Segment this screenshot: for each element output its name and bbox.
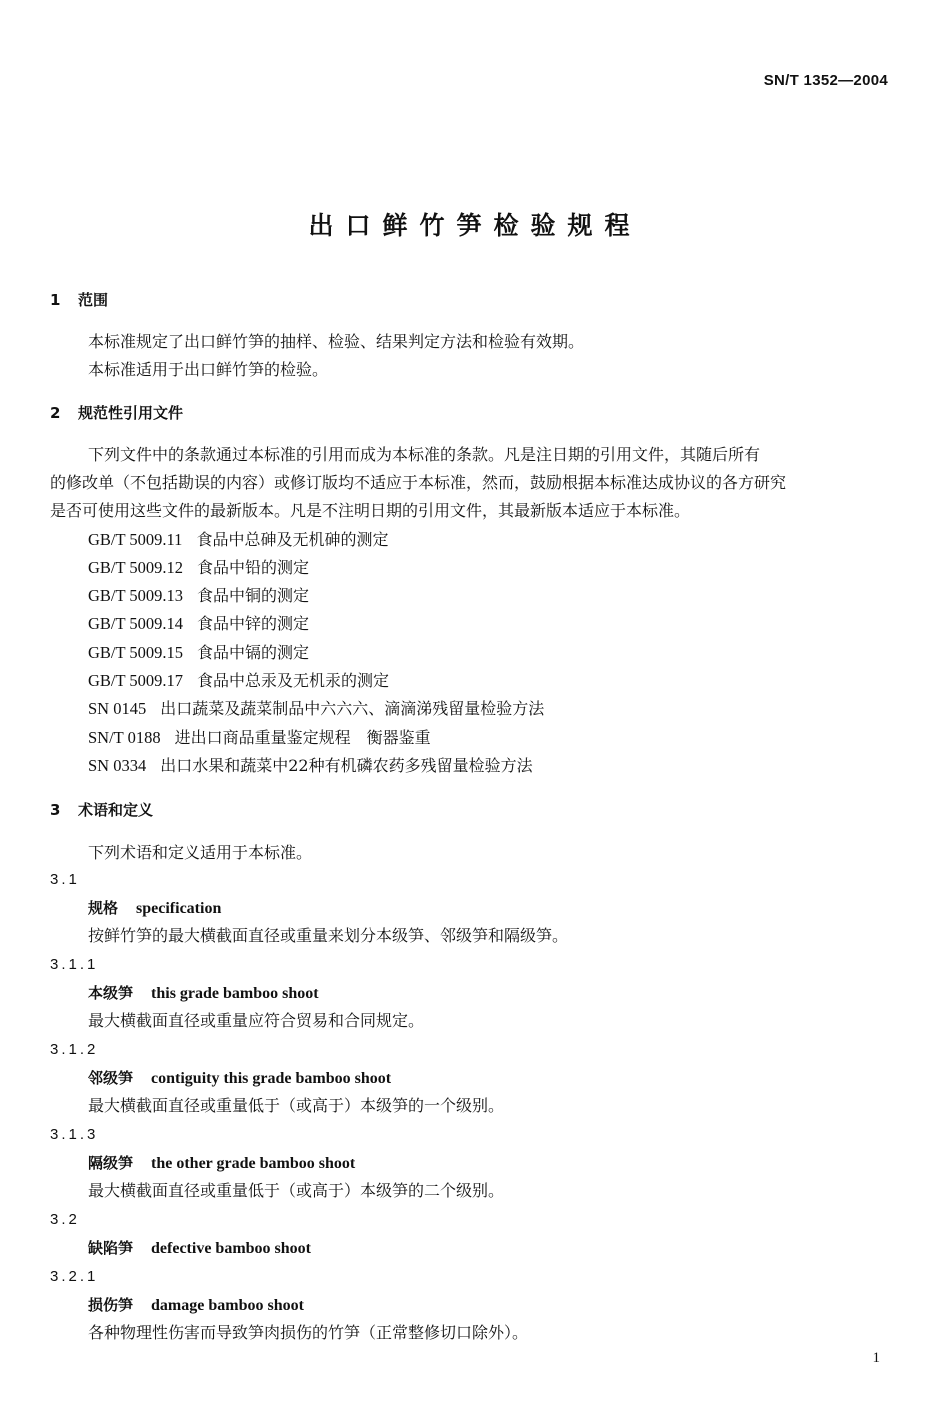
clause-number: 3.2 xyxy=(50,1211,80,1228)
section-2-heading xyxy=(50,403,183,423)
page-number: 1 xyxy=(872,1350,880,1366)
term-definition: 各种物理性伤害而导致笋肉损伤的竹笋（正常整修切口除外）。 xyxy=(88,1323,529,1342)
reference-code: GB/T 5009.17 xyxy=(88,671,184,690)
term-en: defective bamboo shoot xyxy=(151,1240,311,1257)
section-1-heading xyxy=(50,290,108,310)
section-number: 3 xyxy=(50,801,61,819)
reference-item xyxy=(88,614,309,634)
standard-code: SN/T 1352—2004 xyxy=(763,72,888,89)
paragraph: 本标准规定了出口鲜竹笋的抽样、检验、结果判定方法和检验有效期。 xyxy=(88,332,585,351)
reference-item xyxy=(88,586,309,606)
reference-code: GB/T 5009.15 xyxy=(88,643,184,662)
term-definition: 最大横截面直径或重量应符合贸易和合同规定。 xyxy=(88,1011,425,1030)
reference-item xyxy=(88,756,533,776)
reference-title: 食品中锌的测定 xyxy=(197,614,310,633)
reference-title: 出口水果和蔬菜中22种有机磷农药多残留量检验方法 xyxy=(160,756,533,775)
reference-code: GB/T 5009.13 xyxy=(88,586,184,605)
clause-number: 3.1 xyxy=(50,871,80,888)
reference-title: 进出口商品重量鉴定规程 衡器鉴重 xyxy=(174,728,431,747)
reference-code: SN/T 0188 xyxy=(88,728,161,747)
reference-item xyxy=(88,728,431,748)
clause-number: 3.2.1 xyxy=(50,1268,99,1285)
term-en: specification xyxy=(136,900,222,917)
section-number: 1 xyxy=(50,291,61,309)
term-zh: 缺陷笋 xyxy=(88,1239,134,1257)
term-entry xyxy=(88,983,319,1004)
reference-item xyxy=(88,643,309,663)
term-en: contiguity this grade bamboo shoot xyxy=(151,1070,392,1087)
term-en: this grade bamboo shoot xyxy=(151,985,319,1002)
reference-code: GB/T 5009.11 xyxy=(88,530,183,549)
clause-number: 3.1.3 xyxy=(50,1126,99,1143)
document-title: 出口鲜竹笋检验规程 xyxy=(308,211,642,240)
section-title: 规范性引用文件 xyxy=(78,404,184,422)
reference-item xyxy=(88,671,389,691)
term-entry xyxy=(88,1238,311,1259)
paragraph-line: 的修改单（不包括勘误的内容）或修订版均不适应于本标准，然而，鼓励根据本标准达成协议的各方研究 xyxy=(50,473,787,492)
term-definition: 按鲜竹笋的最大横截面直径或重量来划分本级笋、邻级笋和隔级笋。 xyxy=(88,926,569,945)
term-definition: 最大横截面直径或重量低于（或高于）本级笋的二个级别。 xyxy=(88,1181,505,1200)
term-zh: 本级笋 xyxy=(88,984,134,1002)
term-en: damage bamboo shoot xyxy=(151,1297,304,1314)
paragraph: 本标准适用于出口鲜竹笋的检验。 xyxy=(88,360,329,379)
term-entry xyxy=(88,1068,391,1089)
paragraph-line: 是否可使用这些文件的最新版本。凡是不注明日期的引用文件，其最新版本适应于本标准。 xyxy=(50,501,691,520)
reference-item xyxy=(88,558,309,578)
reference-code: GB/T 5009.14 xyxy=(88,614,184,633)
reference-item xyxy=(88,699,544,719)
reference-item xyxy=(88,530,388,550)
clause-number: 3.1.2 xyxy=(50,1041,99,1058)
reference-title: 出口蔬菜及蔬菜制品中六六六、滴滴涕残留量检验方法 xyxy=(160,699,545,718)
term-en: the other grade bamboo shoot xyxy=(151,1155,356,1172)
reference-code: SN 0334 xyxy=(88,756,147,775)
term-zh: 损伤笋 xyxy=(88,1296,134,1314)
reference-title: 食品中总汞及无机汞的测定 xyxy=(197,671,390,690)
section-title: 范围 xyxy=(78,291,109,309)
reference-title: 食品中铜的测定 xyxy=(197,586,310,605)
reference-title: 食品中铅的测定 xyxy=(197,558,310,577)
term-zh: 隔级笋 xyxy=(88,1154,134,1172)
paragraph: 下列术语和定义适用于本标准。 xyxy=(88,843,313,862)
term-definition: 最大横截面直径或重量低于（或高于）本级笋的一个级别。 xyxy=(88,1096,505,1115)
term-entry xyxy=(88,898,221,919)
term-zh: 规格 xyxy=(88,899,119,917)
section-title: 术语和定义 xyxy=(78,801,154,819)
term-entry xyxy=(88,1295,304,1316)
term-entry xyxy=(88,1153,355,1174)
reference-code: SN 0145 xyxy=(88,699,147,718)
reference-title: 食品中镉的测定 xyxy=(197,643,310,662)
term-zh: 邻级笋 xyxy=(88,1069,134,1087)
section-number: 2 xyxy=(50,404,61,422)
reference-code: GB/T 5009.12 xyxy=(88,558,184,577)
clause-number: 3.1.1 xyxy=(50,956,99,973)
paragraph-line: 下列文件中的条款通过本标准的引用而成为本标准的条款。凡是注日期的引用文件，其随后所有 xyxy=(88,445,761,464)
section-3-heading xyxy=(50,800,153,820)
reference-title: 食品中总砷及无机砷的测定 xyxy=(196,530,389,549)
